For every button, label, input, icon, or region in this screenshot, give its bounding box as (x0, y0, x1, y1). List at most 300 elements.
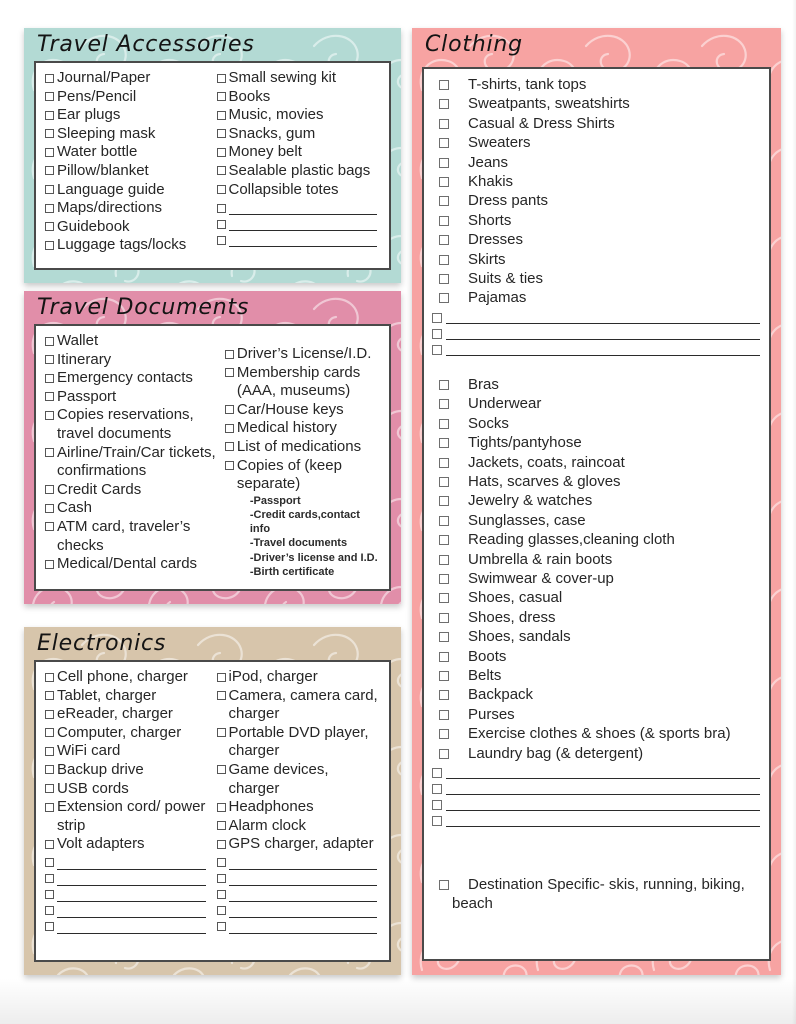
checklist-item (43, 444, 219, 481)
checkbox-icon[interactable] (45, 166, 54, 175)
fill-in-line[interactable] (229, 854, 378, 870)
blank-checklist-row (43, 854, 211, 870)
checklist-item (43, 705, 211, 724)
checklist-item (43, 106, 211, 125)
checklist-item (43, 668, 211, 687)
checklist-item (43, 780, 211, 799)
checklist-item (43, 724, 211, 743)
checkbox-icon[interactable] (217, 803, 226, 812)
item-label: Driver’s License/I.D. (236, 345, 372, 362)
checklist-item (215, 817, 383, 836)
checkbox-icon[interactable] (439, 749, 449, 759)
item-label: Jeans (468, 153, 509, 171)
checklist-item (43, 162, 211, 181)
checklist-item (431, 153, 762, 172)
checkbox-icon[interactable] (439, 671, 449, 681)
fill-in-line[interactable] (446, 811, 760, 827)
blank-checklist-row (215, 886, 383, 902)
checkbox-icon[interactable] (45, 522, 54, 531)
checkbox-icon[interactable] (217, 840, 226, 849)
checklist-item (431, 133, 762, 152)
checkbox-icon[interactable] (439, 255, 449, 265)
item-label: List of medications (236, 437, 362, 455)
checkbox-icon[interactable] (225, 405, 234, 414)
checkbox-icon[interactable] (45, 222, 54, 231)
checkbox-icon[interactable] (217, 890, 226, 899)
blank-checklist-row (215, 902, 383, 918)
checkbox-icon[interactable] (439, 555, 449, 565)
item-label: Jewelry & watches (468, 492, 593, 510)
checklist-item (431, 114, 762, 133)
checklist-item (223, 438, 382, 457)
checkbox-icon[interactable] (217, 92, 226, 101)
checkbox-icon[interactable] (439, 496, 449, 506)
checkbox-icon[interactable] (45, 691, 54, 700)
item-label: Credit Cards (57, 480, 142, 498)
checkbox-icon[interactable] (439, 593, 449, 603)
checkbox-icon[interactable] (439, 729, 449, 739)
checkbox-icon[interactable] (432, 345, 442, 355)
checklist-item (431, 191, 762, 210)
checklist-item (215, 835, 383, 854)
checkbox-icon[interactable] (217, 874, 226, 883)
item-label: Guidebook (57, 217, 130, 235)
sub-item-label: -Credit cards,contact info (249, 508, 360, 536)
checkbox-icon[interactable] (45, 803, 54, 812)
item-label: Purses (468, 705, 515, 723)
checklist-item (431, 472, 762, 491)
item-label: Medical history (236, 419, 337, 437)
item-label: Reading glasses,cleaning cloth (468, 531, 675, 549)
panel-travel-documents (24, 291, 401, 604)
checklist-item (215, 143, 383, 162)
blank-checklist-row (43, 918, 211, 934)
checkbox-icon[interactable] (432, 800, 442, 810)
checklist-item (431, 647, 762, 666)
checkbox-icon[interactable] (45, 747, 54, 756)
fill-in-line[interactable] (57, 886, 206, 902)
checklist-item (43, 69, 211, 88)
sub-item-label: -Driver’s license and I.D. (249, 551, 378, 564)
checkbox-icon[interactable] (45, 874, 54, 883)
checklist-item (431, 705, 762, 724)
item-label: Snacks, gum (228, 124, 316, 142)
item-label: Water bottle (57, 143, 138, 161)
checklist-item (215, 106, 383, 125)
blank-checklist-row (43, 902, 211, 918)
blank-checklist-row (215, 854, 383, 870)
item-label: Backup drive (57, 760, 144, 778)
fill-in-line[interactable] (446, 324, 760, 340)
checkbox-icon[interactable] (217, 236, 226, 245)
checklist-item (215, 761, 383, 798)
checklist-item (43, 798, 211, 835)
item-label: Sleeping mask (57, 124, 156, 142)
blank-checklist-row (215, 918, 383, 934)
item-label: Luggage tags/locks (57, 236, 187, 254)
checkbox-icon[interactable] (45, 74, 54, 83)
checkbox-icon[interactable] (217, 821, 226, 830)
travel-accessories-title: Travel Accessories (37, 32, 255, 57)
checklist-item (43, 143, 211, 162)
checkbox-icon[interactable] (45, 204, 54, 213)
checkbox-icon[interactable] (225, 461, 234, 470)
checkbox-icon[interactable] (45, 185, 54, 194)
panel-clothing (412, 28, 781, 975)
checklist-item (431, 588, 762, 607)
checklist-item (215, 162, 383, 181)
item-label: Jackets, coats, raincoat (468, 453, 625, 471)
checkbox-icon[interactable] (217, 673, 226, 682)
checklist-item (43, 236, 211, 255)
checklist-item (431, 511, 762, 530)
checkbox-icon[interactable] (45, 148, 54, 157)
item-label: Cell phone, charger (57, 668, 188, 685)
checkbox-icon[interactable] (45, 355, 54, 364)
checkbox-icon[interactable] (45, 784, 54, 793)
checkbox-icon[interactable] (217, 74, 226, 83)
blank-checklist-row (215, 199, 383, 215)
checkbox-icon[interactable] (439, 99, 449, 109)
item-label: Dresses (468, 231, 524, 249)
checklist-item (431, 875, 762, 914)
checkbox-icon[interactable] (432, 329, 442, 339)
checkbox-icon[interactable] (217, 185, 226, 194)
clothing-column (429, 75, 764, 953)
fill-in-line[interactable] (229, 199, 378, 215)
item-label: Shorts (468, 211, 512, 229)
fill-in-line[interactable] (446, 340, 760, 356)
item-label: Pens/Pencil (57, 87, 137, 105)
checklist-item (431, 685, 762, 704)
checklist-item (215, 125, 383, 144)
item-label: Emergency contacts (57, 369, 193, 387)
item-label: Car/House keys (236, 400, 344, 418)
item-label: Language guide (57, 180, 165, 198)
item-label: Extension cord/ power strip (57, 798, 206, 834)
item-label: Hats, scarves & gloves (468, 472, 621, 490)
blank-checklist-row (431, 779, 762, 795)
checklist-item (431, 230, 762, 249)
checkbox-icon[interactable] (45, 728, 54, 737)
checkbox-icon[interactable] (432, 784, 442, 794)
checkbox-icon[interactable] (217, 204, 226, 213)
item-label: Belts (468, 666, 502, 684)
fill-in-line[interactable] (229, 870, 378, 886)
item-label: Casual & Dress Shirts (468, 114, 615, 132)
item-label: Itinerary (57, 350, 112, 368)
checkbox-icon[interactable] (217, 858, 226, 867)
checkbox-icon[interactable] (439, 399, 449, 409)
checklist-item (43, 388, 219, 407)
checklist-item (431, 453, 762, 472)
fill-in-line[interactable] (229, 918, 378, 934)
travel-accessories-list-box (34, 61, 391, 270)
checkbox-icon[interactable] (439, 119, 449, 129)
item-label: Sweaters (468, 134, 531, 152)
item-label: Exercise clothes & shoes (& sports bra) (468, 725, 731, 743)
checkbox-icon[interactable] (217, 765, 226, 774)
checkbox-icon[interactable] (217, 166, 226, 175)
checkbox-icon[interactable] (217, 220, 226, 229)
checklist-item (431, 94, 762, 113)
checkbox-icon[interactable] (439, 438, 449, 448)
item-label: Shoes, casual (468, 589, 563, 607)
checkbox-icon[interactable] (45, 922, 54, 931)
checkbox-icon[interactable] (217, 111, 226, 120)
checklist-item (215, 724, 383, 761)
checklist-item (431, 627, 762, 646)
checklist-item (223, 345, 382, 364)
item-label: USB cords (57, 779, 129, 797)
fill-in-line[interactable] (57, 854, 206, 870)
list-gap (223, 332, 382, 345)
checkbox-icon[interactable] (45, 890, 54, 899)
checkbox-icon[interactable] (45, 673, 54, 682)
fill-in-line[interactable] (229, 215, 378, 231)
checklist-item (431, 608, 762, 627)
checkbox-icon[interactable] (439, 516, 449, 526)
checklist-item (43, 88, 211, 107)
fill-in-line[interactable] (446, 779, 760, 795)
checkbox-icon[interactable] (45, 411, 54, 420)
item-label: Game devices, charger (228, 760, 329, 797)
item-label: Dress pants (468, 192, 549, 210)
checklist-item (215, 69, 383, 88)
checklist-item (223, 401, 382, 420)
checklist-item (215, 798, 383, 817)
item-label: Boots (468, 647, 507, 665)
checkbox-icon[interactable] (45, 374, 54, 383)
checkbox-icon[interactable] (45, 392, 54, 401)
checkbox-icon[interactable] (45, 858, 54, 867)
checkbox-icon[interactable] (439, 274, 449, 284)
item-label: Camera, camera card, charger (228, 686, 378, 723)
item-label: Umbrella & rain boots (468, 550, 613, 568)
checkbox-icon[interactable] (45, 448, 54, 457)
item-label: T-shirts, tank tops (468, 76, 587, 93)
checkbox-icon[interactable] (45, 111, 54, 120)
checkbox-icon[interactable] (45, 710, 54, 719)
blank-checklist-row (431, 811, 762, 827)
checkbox-icon[interactable] (45, 241, 54, 250)
item-label: Socks (468, 414, 509, 432)
item-label: Wallet (57, 332, 99, 349)
checklist-item (431, 211, 762, 230)
blank-checklist-row (215, 215, 383, 231)
checklist-item (43, 406, 219, 443)
item-label: Alarm clock (228, 816, 307, 834)
item-label: Maps/directions (57, 199, 163, 217)
item-label: iPod, charger (228, 668, 318, 685)
blank-checklist-row (431, 324, 762, 340)
checklist-item (223, 457, 382, 494)
checklist-item (43, 332, 219, 351)
checklist-item (43, 199, 211, 218)
item-label: Khakis (468, 173, 514, 191)
checklist-item (431, 530, 762, 549)
checkbox-icon[interactable] (432, 313, 442, 323)
checkbox-icon[interactable] (439, 632, 449, 642)
fill-in-line[interactable] (57, 902, 206, 918)
checkbox-icon[interactable] (439, 574, 449, 584)
checkbox-icon[interactable] (217, 148, 226, 157)
checkbox-icon[interactable] (45, 129, 54, 138)
checklist-item (215, 181, 383, 200)
blank-checklist-row (215, 231, 383, 247)
checklist-item (431, 250, 762, 269)
checkbox-icon[interactable] (45, 92, 54, 101)
electronics-column-2 (213, 668, 385, 954)
checklist-item (431, 433, 762, 452)
clothing-title: Clothing (425, 32, 523, 57)
checklist-item (431, 491, 762, 510)
item-label: WiFi card (57, 742, 121, 760)
checklist-item (215, 88, 383, 107)
checkbox-icon[interactable] (225, 368, 234, 377)
item-label: Cash (57, 499, 93, 517)
item-label: Passport (57, 387, 117, 405)
item-label: Airline/Train/Car tickets, confirmations (57, 443, 216, 480)
checklist-item (431, 375, 762, 394)
checkbox-icon[interactable] (439, 652, 449, 662)
checklist-item (43, 555, 219, 574)
checkbox-icon[interactable] (439, 535, 449, 545)
checkbox-icon[interactable] (217, 129, 226, 138)
item-label: Swimwear & cover-up (468, 569, 614, 587)
checkbox-icon[interactable] (439, 177, 449, 187)
fill-in-line[interactable] (229, 886, 378, 902)
fill-in-line[interactable] (446, 308, 760, 324)
checklist-item (43, 125, 211, 144)
checkbox-icon[interactable] (439, 458, 449, 468)
checklist-item (431, 394, 762, 413)
checkbox-icon[interactable] (45, 765, 54, 774)
checklist-item (43, 687, 211, 706)
checkbox-icon[interactable] (45, 485, 54, 494)
checklist-item (215, 687, 383, 724)
checkbox-icon[interactable] (439, 293, 449, 303)
checkbox-icon[interactable] (217, 906, 226, 915)
blank-checklist-row (431, 763, 762, 779)
checklist-item (43, 835, 211, 854)
item-label: Headphones (228, 798, 314, 816)
checkbox-icon[interactable] (439, 690, 449, 700)
item-label: Sunglasses, case (468, 511, 586, 529)
fill-in-line[interactable] (229, 231, 378, 247)
checkbox-icon[interactable] (45, 504, 54, 513)
item-label: Shoes, sandals (468, 628, 571, 646)
fill-in-line[interactable] (57, 870, 206, 886)
checkbox-icon[interactable] (45, 906, 54, 915)
checkbox-icon[interactable] (439, 613, 449, 623)
item-label: Computer, charger (57, 723, 182, 741)
checklist-item (223, 419, 382, 438)
checklist-item (43, 761, 211, 780)
checkbox-icon[interactable] (225, 350, 234, 359)
travel-documents-column-2 (221, 332, 384, 583)
item-label: Pillow/blanket (57, 161, 149, 179)
checkbox-icon[interactable] (439, 216, 449, 226)
item-label: ATM card, traveler’s checks (57, 517, 191, 554)
electronics-list-box (34, 660, 391, 962)
item-label: Collapsible totes (228, 180, 339, 198)
checklist-item (431, 269, 762, 288)
checkbox-icon[interactable] (432, 816, 442, 826)
fill-in-line[interactable] (446, 763, 760, 779)
checklist-item (223, 364, 382, 401)
checklist-item (215, 668, 383, 687)
fill-in-line[interactable] (446, 795, 760, 811)
travel-documents-title: Travel Documents (37, 295, 250, 320)
item-label: Sweatpants, sweatshirts (468, 95, 630, 113)
checkbox-icon[interactable] (217, 691, 226, 700)
item-label: Backpack (468, 686, 534, 704)
checkbox-icon[interactable] (45, 560, 54, 569)
checklist-item (43, 218, 211, 237)
item-label: Volt adapters (57, 835, 145, 853)
item-label: Suits & ties (468, 270, 544, 288)
item-label: Journal/Paper (57, 69, 151, 86)
checkbox-icon[interactable] (439, 138, 449, 148)
checkbox-icon[interactable] (45, 840, 54, 849)
item-label: Music, movies (228, 106, 324, 124)
fill-in-line[interactable] (57, 918, 206, 934)
checkbox-icon[interactable] (439, 880, 449, 890)
item-label: Skirts (468, 250, 506, 268)
checkbox-icon[interactable] (225, 424, 234, 433)
item-label: Portable DVD player, charger (228, 723, 369, 760)
sub-item-label: -Travel documents (249, 537, 348, 550)
fill-in-line[interactable] (229, 902, 378, 918)
item-label: Tights/pantyhose (468, 434, 582, 452)
checkbox-icon[interactable] (439, 477, 449, 487)
checklist-item (43, 181, 211, 200)
checkbox-icon[interactable] (439, 380, 449, 390)
checkbox-icon[interactable] (439, 80, 449, 90)
travel-accessories-column-1 (41, 69, 213, 262)
checkbox-icon[interactable] (439, 419, 449, 429)
item-label: Sealable plastic bags (228, 161, 371, 179)
blank-checklist-row (431, 795, 762, 811)
page-right-edge-shadow (792, 0, 796, 1024)
item-label: Destination Specific- skis, running, biking, beach (452, 876, 745, 913)
checkbox-icon[interactable] (439, 235, 449, 245)
checkbox-icon[interactable] (217, 922, 226, 931)
item-label: Laundry bag (& detergent) (468, 744, 644, 762)
checkbox-icon[interactable] (225, 442, 234, 451)
blank-checklist-row (43, 870, 211, 886)
item-label: Membership cards (AAA, museums) (236, 363, 361, 400)
checklist-item (431, 569, 762, 588)
checkbox-icon[interactable] (45, 337, 54, 346)
blank-checklist-row (431, 308, 762, 324)
checkbox-icon[interactable] (439, 158, 449, 168)
item-label: eReader, charger (57, 705, 173, 723)
checkbox-icon[interactable] (217, 728, 226, 737)
list-gap (431, 356, 762, 375)
sub-item-label: -Passport (249, 494, 301, 507)
blank-checklist-row (431, 340, 762, 356)
checklist-item (431, 666, 762, 685)
blank-checklist-row (215, 870, 383, 886)
checkbox-icon[interactable] (439, 710, 449, 720)
checklist-item (431, 414, 762, 433)
checklist-item (43, 351, 219, 370)
checkbox-icon[interactable] (439, 196, 449, 206)
checkbox-icon[interactable] (432, 768, 442, 778)
item-label: Medical/Dental cards (57, 555, 198, 573)
